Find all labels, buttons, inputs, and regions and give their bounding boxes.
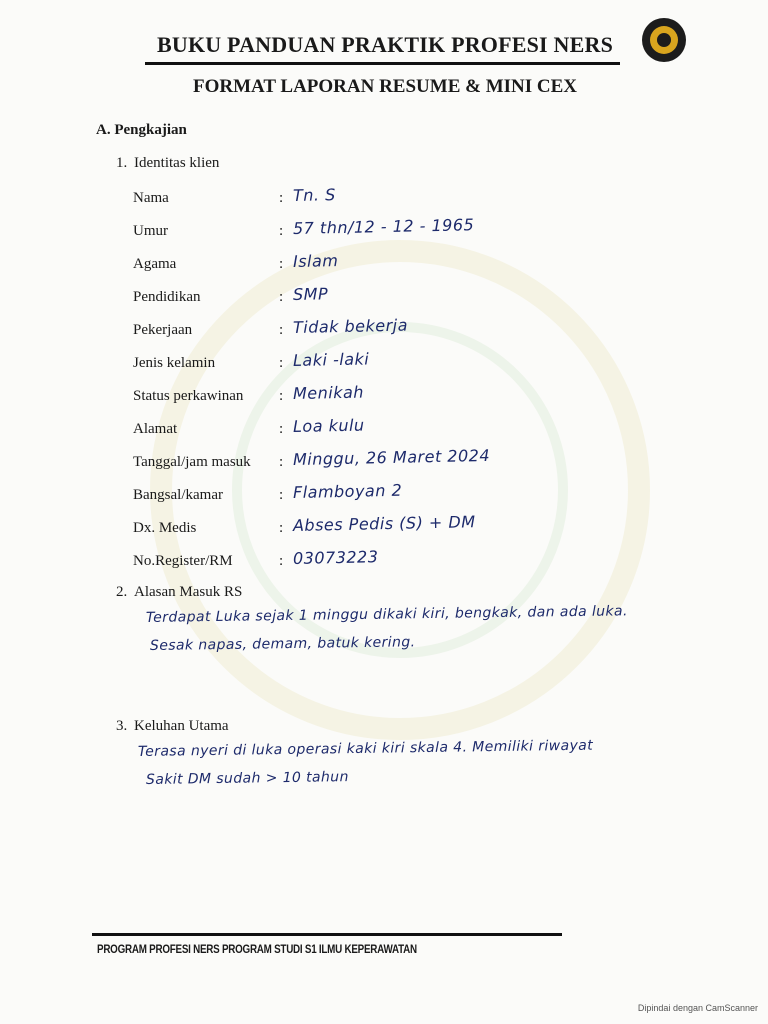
subsection-label: Keluhan Utama [134, 718, 229, 734]
field-colon: : [279, 322, 284, 338]
field-label: Umur [133, 223, 168, 239]
field-value-handwritten: Islam [292, 251, 339, 271]
field-colon: : [279, 454, 284, 470]
field-label: Agama [133, 256, 177, 272]
field-value-handwritten: Loa kulu [292, 415, 365, 436]
institution-logo-icon [642, 18, 686, 62]
field-row-no-register-rm [133, 549, 693, 575]
scanner-watermark-text: Dipindai dengan CamScanner [637, 1003, 758, 1013]
field-colon: : [279, 520, 284, 536]
field-value-handwritten: Menikah [292, 382, 365, 403]
field-colon: : [279, 487, 284, 503]
subsection-number: 1. [116, 155, 128, 171]
document-title: BUKU PANDUAN PRAKTIK PROFESI NERS [157, 32, 613, 57]
section-heading-pengkajian: A. Pengkajian [96, 122, 187, 138]
header-divider [145, 62, 620, 65]
field-value-handwritten: Flamboyan 2 [292, 480, 403, 502]
field-colon: : [279, 553, 284, 569]
field-label: Tanggal/jam masuk [133, 454, 251, 470]
field-colon: : [279, 355, 284, 371]
field-row-tanggal-jam-masuk [133, 445, 693, 476]
subsection-label: Identitas klien [134, 155, 220, 171]
handwritten-line: Terasa nyeri di luka operasi kaki kiri skala 4. Memiliki riwayat [137, 737, 594, 760]
field-value-handwritten: 03073223 [292, 547, 379, 568]
field-row-status-perkawinan [133, 384, 693, 410]
field-label: Pekerjaan [133, 322, 193, 338]
handwritten-line: Sesak napas, demam, batuk kering. [149, 634, 416, 654]
field-label: Nama [133, 190, 169, 206]
field-colon: : [279, 223, 284, 239]
field-row-pendidikan [133, 285, 693, 311]
field-label: Bangsal/kamar [133, 487, 223, 503]
field-value-handwritten: Minggu, 26 Maret 2024 [292, 445, 491, 469]
footer-program-name: PROGRAM PROFESI NERS PROGRAM STUDI S1 ILMU KEPERAWATAN [97, 942, 417, 956]
field-colon: : [279, 421, 284, 437]
field-label: Status perkawinan [133, 388, 244, 404]
field-row-jenis-kelamin [133, 351, 693, 377]
document-subtitle: FORMAT LAPORAN RESUME & MINI CEX [192, 76, 578, 97]
subsection-alasan-masuk-rs [116, 584, 242, 601]
field-colon: : [279, 190, 284, 206]
field-label: No.Register/RM [133, 553, 233, 569]
field-value-handwritten: SMP [292, 284, 329, 304]
field-row-pekerjaan [133, 315, 693, 344]
field-colon: : [279, 388, 284, 404]
field-label: Alamat [133, 421, 178, 437]
field-value-handwritten: Laki -laki [292, 349, 370, 370]
field-row-nama [133, 186, 693, 212]
handwritten-line: Terdapat Luka sejak 1 minggu dikaki kiri, bengkak, dan ada luka. [145, 603, 628, 626]
field-label: Jenis kelamin [133, 355, 216, 371]
subsection-number: 2. [116, 584, 128, 600]
field-row-agama [133, 252, 693, 278]
subsection-identitas-klien [116, 155, 219, 172]
subsection-label: Alasan Masuk RS [134, 584, 243, 600]
field-value-handwritten: Abses Pedis (S) + DM [292, 512, 476, 535]
field-label: Pendidikan [133, 289, 201, 305]
subsection-number: 3. [116, 718, 128, 734]
subsection-keluhan-utama [116, 718, 229, 735]
footer-divider [92, 933, 562, 936]
field-row-bangsal-kamar [133, 480, 693, 509]
field-row-umur [133, 215, 693, 245]
field-value-handwritten: Tidak bekerja [292, 315, 409, 337]
handwritten-line: Sakit DM sudah > 10 tahun [145, 769, 349, 788]
field-value-handwritten: Tn. S [292, 185, 336, 205]
field-label: Dx. Medis [133, 520, 197, 536]
field-row-alamat [133, 417, 693, 443]
field-row-dx-medis [133, 512, 693, 542]
field-colon: : [279, 289, 284, 305]
field-value-handwritten: 57 thn/12 - 12 - 1965 [292, 215, 475, 238]
field-colon: : [279, 256, 284, 272]
